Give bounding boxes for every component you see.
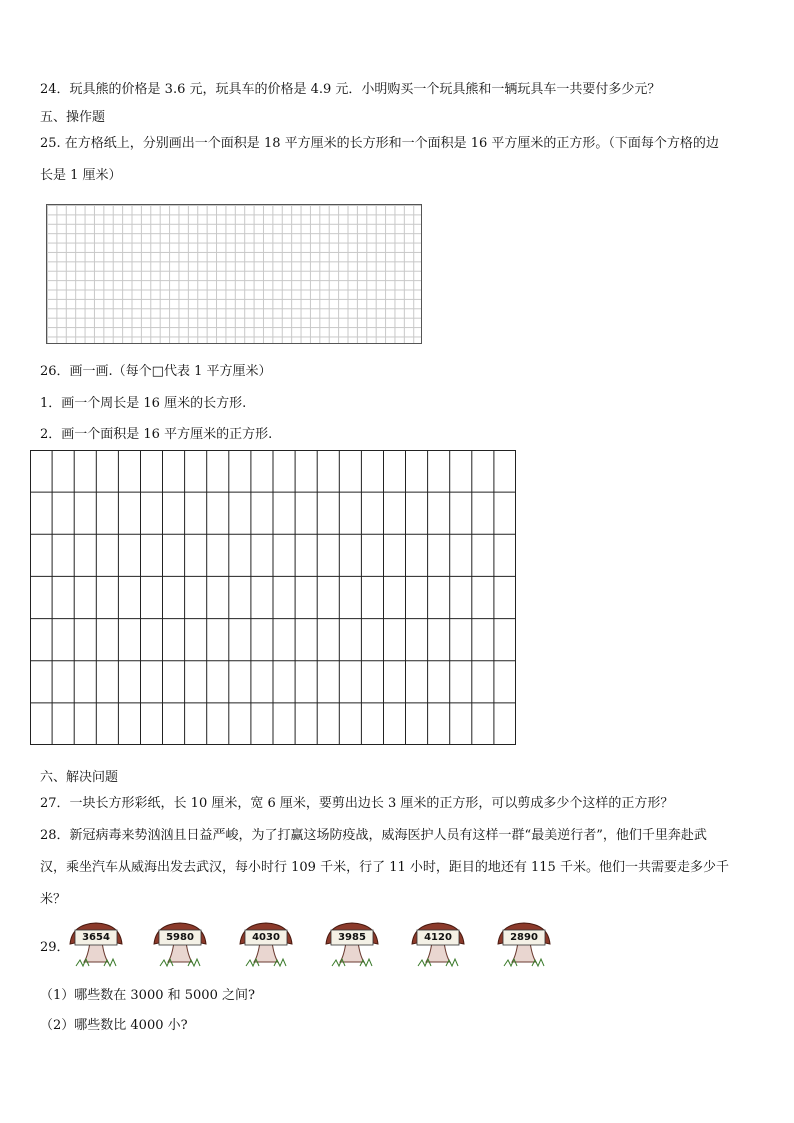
question-24: 24．玩具熊的价格是 3.6 元，玩具车的价格是 4.9 元．小明购买一个玩具熊和一辆玩具车一共要付多少元？ [40, 82, 661, 97]
question-25-line2: 长是 1 厘米） [40, 168, 122, 183]
square-grid [30, 450, 516, 745]
mushroom-row [40, 920, 600, 970]
mushroom-number: 4120 [424, 932, 452, 943]
mushroom-number: 3985 [338, 932, 366, 943]
section-5-heading: 五、操作题 [40, 110, 106, 125]
mushroom-1 [66, 920, 126, 968]
question-26-item-1: 1．画一个周长是 16 厘米的长方形. [40, 396, 247, 411]
question-29-part-2: （2）哪些数比 4000 小? [40, 1018, 188, 1033]
question-26-item-2: 2．画一个面积是 16 平方厘米的正方形. [40, 427, 273, 442]
dotted-grid-paper [46, 204, 422, 344]
mushroom-2 [150, 920, 210, 968]
question-27: 27．一块长方形彩纸，长 10 厘米，宽 6 厘米，要剪出边长 3 厘米的正方形，可以剪成多少个这样的正方形？ [40, 796, 674, 811]
grid-lines [30, 450, 516, 745]
mushroom-6 [494, 920, 554, 968]
section-6-heading: 六、解决问题 [40, 770, 119, 785]
mushroom-4 [322, 920, 382, 968]
question-29-part-1: （1）哪些数在 3000 和 5000 之间? [40, 988, 255, 1003]
mushroom-3 [236, 920, 296, 968]
mushroom-number: 4030 [252, 932, 280, 943]
mushroom-5 [408, 920, 468, 968]
question-25-line1: 25. 在方格纸上，分别画出一个面积是 18 平方厘米的长方形和一个面积是 16 平方厘米的正方形。（下面每个方格的边 [40, 136, 719, 151]
mushroom-number: 2890 [510, 932, 538, 943]
question-29-label: 29． [40, 940, 70, 955]
question-28-line3: 米？ [40, 892, 67, 907]
question-28-line1: 28．新冠病毒来势汹汹且日益严峻，为了打赢这场防疫战，威海医护人员有这样一群“最美逆行者”，他们千里奔赴武 [40, 828, 707, 843]
question-28-line2: 汉，乘坐汽车从威海出发去武汉，每小时行 109 千米，行了 11 小时，距目的地还有 115 千米。他们一共需要走多少千 [40, 860, 729, 875]
question-26: 26．画一画.（每个□代表 1 平方厘米） [40, 364, 272, 379]
mushroom-number: 3654 [82, 932, 110, 943]
mushroom-number: 5980 [166, 932, 194, 943]
